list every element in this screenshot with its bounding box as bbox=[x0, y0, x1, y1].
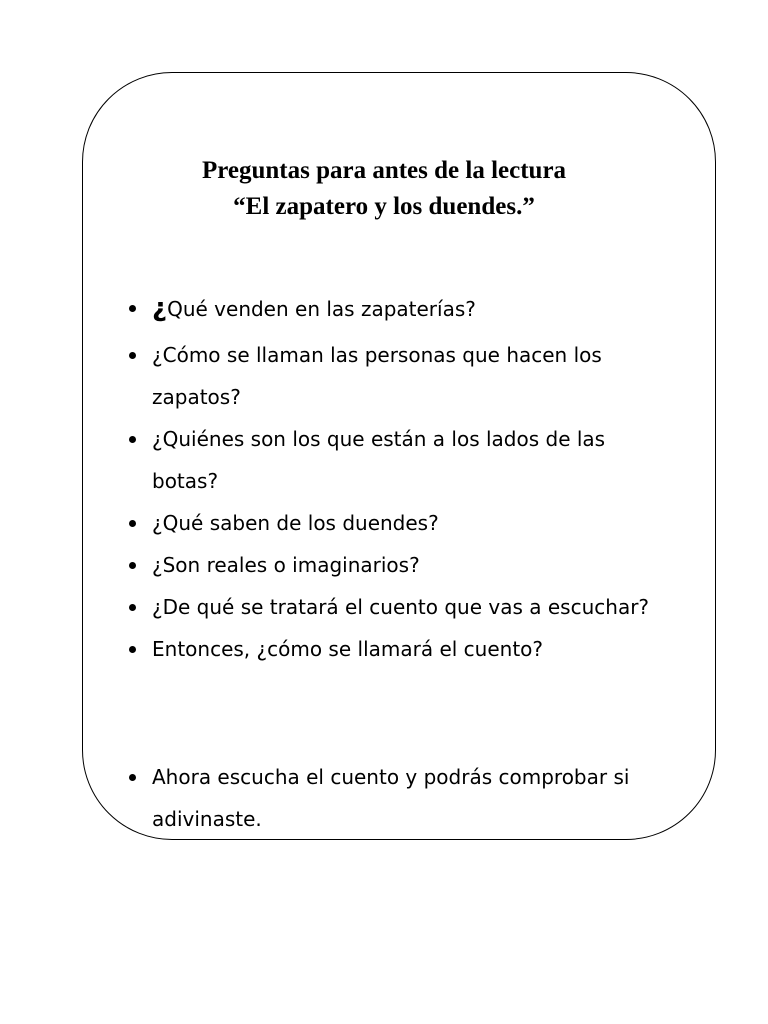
question-text: ¿Cómo se llaman las personas que hacen los zapatos? bbox=[152, 343, 602, 409]
list-item bbox=[128, 334, 658, 418]
list-item bbox=[128, 418, 658, 502]
question-mark-lead: ¿ bbox=[152, 293, 168, 323]
question-text: ¿Qué saben de los duendes? bbox=[152, 511, 439, 535]
list-item bbox=[128, 756, 658, 840]
question-text: ¿Son reales o imaginarios? bbox=[152, 553, 420, 577]
story-title: “El zapatero y los duendes.” bbox=[233, 193, 535, 220]
question-text: Entonces, ¿cómo se llamará el cuento? bbox=[152, 637, 544, 661]
list-item bbox=[128, 586, 658, 628]
list-item bbox=[128, 502, 658, 544]
list-item bbox=[128, 544, 658, 586]
question-text: ¿Quiénes son los que están a los lados de las botas? bbox=[152, 427, 606, 493]
question-text: ¿De qué se tratará el cuento que vas a escuchar? bbox=[152, 595, 650, 619]
question-text: Qué venden en las zapaterías? bbox=[167, 297, 476, 321]
closing-text: Ahora escucha el cuento y podrás comprobar si adivinaste. bbox=[152, 765, 630, 831]
document-title: Preguntas para antes de la lectura bbox=[201, 157, 567, 184]
list-item bbox=[128, 628, 658, 670]
list-item bbox=[128, 287, 658, 330]
